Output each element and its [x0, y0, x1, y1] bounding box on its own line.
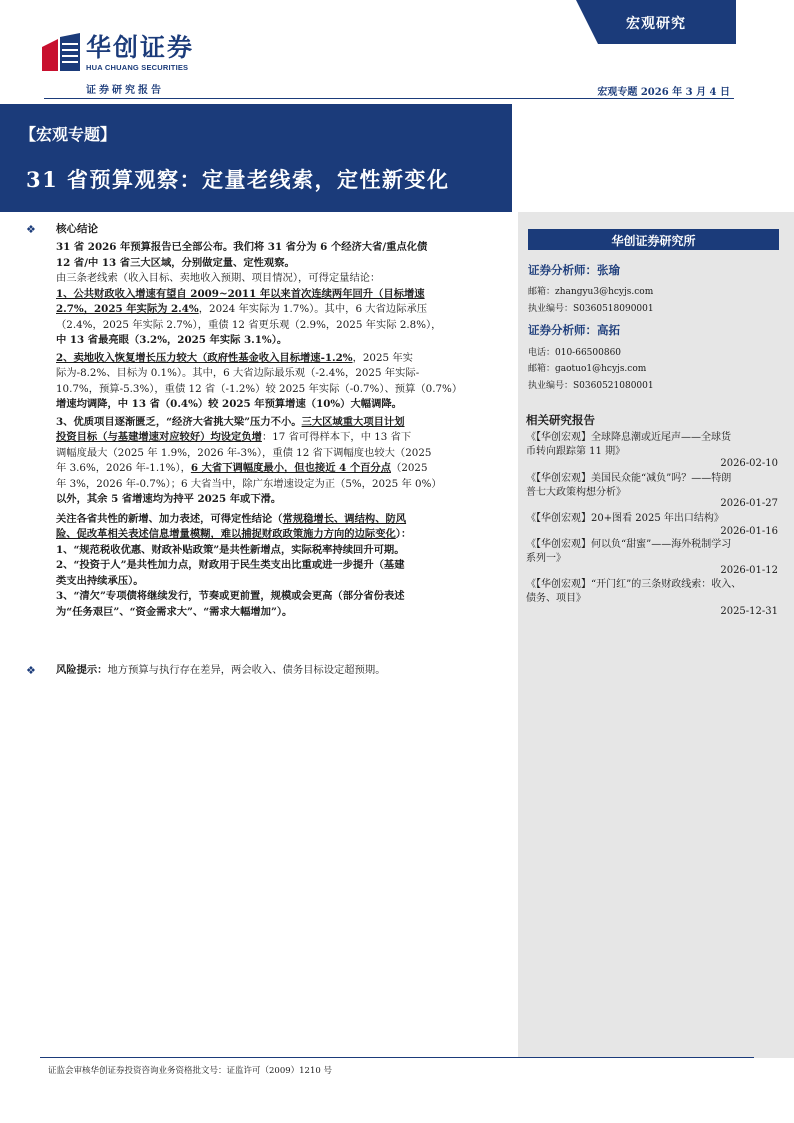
company-logo-cn: 华创证券	[86, 33, 195, 62]
related-report-date: 2026-01-12	[720, 565, 778, 576]
related-report-date: 2025-12-31	[720, 606, 778, 617]
title-tag: 【宏观专题】	[20, 125, 117, 144]
core-conclusion-heading: 核心结论	[56, 223, 98, 235]
title-banner	[0, 104, 512, 212]
company-logo-icon	[42, 33, 80, 71]
sidebar-panel	[518, 212, 794, 1058]
footer-divider	[40, 1057, 754, 1058]
summary-text: 31 省 2026 年预算报告已全部公布。我们将 31 省分为 6 个经济大省/重点化债 12 省/中 13 省三大区域，分别做定量、定性观察。 由三条老线索（收入目标、卖地收入预期、项目情况），可得定量结论： 1、公共财政收入增速有望自 2009~2011 年以来首次连续两年回升（目标增速 2.7%，2025 年实际为 2.4%，2024 年实际为 1.7%）。其中，6 大省边际承压 （2.4%，2025 年实际 2.7%），重债 12 省更乐观（2.9%，2025 年实际 2.8%）， 中 13 省最亮眼（3.2%，2025 年实际 3.1%）。 2、卖地收入恢复增长压力较大（政府性基金收入目标增速-1.2%，2025 年实 际为-8.2%、目标为 0.1%）。其中，6 大省边际最乐观（-2.4%，2025 年实际- 10.7%，预算-5.3%），重债 12 省（-1.2%）较 2025 年实际（-0.7%）、预算（0.7%） 增速均调降，中 13 省（0.4%）较 2025 年预算增速（10%）大幅调降。 3、优质项目逐渐匮乏，“经济大省挑大梁”压力不小。三大区域重大项目计划 投资目标（与基建增速对应较好）均设定负增：17 省可得样本下，中 13 省下 调幅度最大（2025 年 1.9%，2026 年-3%），重债 12 省下调幅度也较大（2025 年 3.6%，2026 年-1.1%），6 大省下调幅度最小，但也接近 4 个百分点（2025 年 3%，2026 年-0.7%）；6 大省当中，除广东增速设定为正（5%，2025 年 0%） 以外，其余 5 省增速均为持平 2025 年或下滑。 关注各省共性的新增、加力表述，可得定性结论（常规稳增长、调结构、防风 险、促改革相关表述信息增量模糊，难以捕捉财政政策施力方向的边际变化）： 1、“规范税收优惠、财政补贴政策”是共性新增点，实际税率持续回升可期。 2、“投资于人”是共性加力点，财政用于民生类支出比重或进一步提升（基建 类支出持续承压）。 3、“清欠”专项债将继续发行，节奏或更前置，规模或会更高（部分省份表述 为“任务艰巨”、“资金需求大”、“需求大幅增加”）。	[56, 241, 463, 618]
diamond-bullet-icon: ❖	[26, 664, 36, 677]
analyst-2-email[interactable]: 邮箱：gaotuo1@hcyjs.com	[528, 364, 647, 374]
footer-license: 证监会审核华创证券投资咨询业务资格批文号：证监许可（2009）1210 号	[48, 1066, 332, 1076]
analyst-1-email[interactable]: 邮箱：zhangyu3@hcyjs.com	[528, 287, 654, 297]
analyst-2-name: 证券分析师：高拓	[528, 323, 620, 337]
report-type-label: 证券研究报告	[86, 85, 164, 96]
related-report-item[interactable]: 《【华创宏观】美国民众能“减负”吗？——特朗 普七大政策构想分析》	[526, 473, 732, 498]
related-report-date: 2026-02-10	[720, 458, 778, 469]
analyst-1-id: 执业编号：S0360518090001	[528, 304, 654, 314]
related-reports-heading: 相关研究报告	[526, 413, 595, 427]
analyst-2-phone: 电话：010-66500860	[528, 348, 622, 358]
related-report-date: 2026-01-16	[720, 526, 778, 537]
category-tag: 宏观研究	[626, 16, 686, 32]
analyst-2-id: 执业编号：S0360521080001	[528, 381, 654, 391]
related-report-item[interactable]: 《【华创宏观】“开门红”的三条财政线索：收入、 债务、项目》	[526, 579, 742, 604]
company-logo-en: HUA CHUANG SECURITIES	[86, 63, 189, 72]
related-report-item[interactable]: 《【华创宏观】20+图看 2025 年出口结构》	[526, 513, 724, 524]
page-title: 31 省预算观察：定量老线索，定性新变化	[26, 167, 450, 192]
report-date-line: 宏观专题 2026 年 3 月 4 日	[597, 87, 730, 98]
institute-name: 华创证券研究所	[611, 234, 696, 248]
analyst-1-name: 证券分析师：张瑜	[528, 263, 620, 277]
diamond-bullet-icon: ❖	[26, 223, 36, 236]
related-report-item[interactable]: 《【华创宏观】全球降息潮或近尾声——全球货 币转向跟踪第 11 期》	[526, 432, 731, 457]
risk-warning: 风险提示：地方预算与执行存在差异，两会收入、债务目标设定超预期。	[56, 664, 386, 676]
related-report-date: 2026-01-27	[720, 498, 778, 509]
related-report-item[interactable]: 《【华创宏观】何以负“甜蜜”——海外税制学习 系列一》	[526, 539, 732, 564]
header-divider	[44, 98, 734, 99]
